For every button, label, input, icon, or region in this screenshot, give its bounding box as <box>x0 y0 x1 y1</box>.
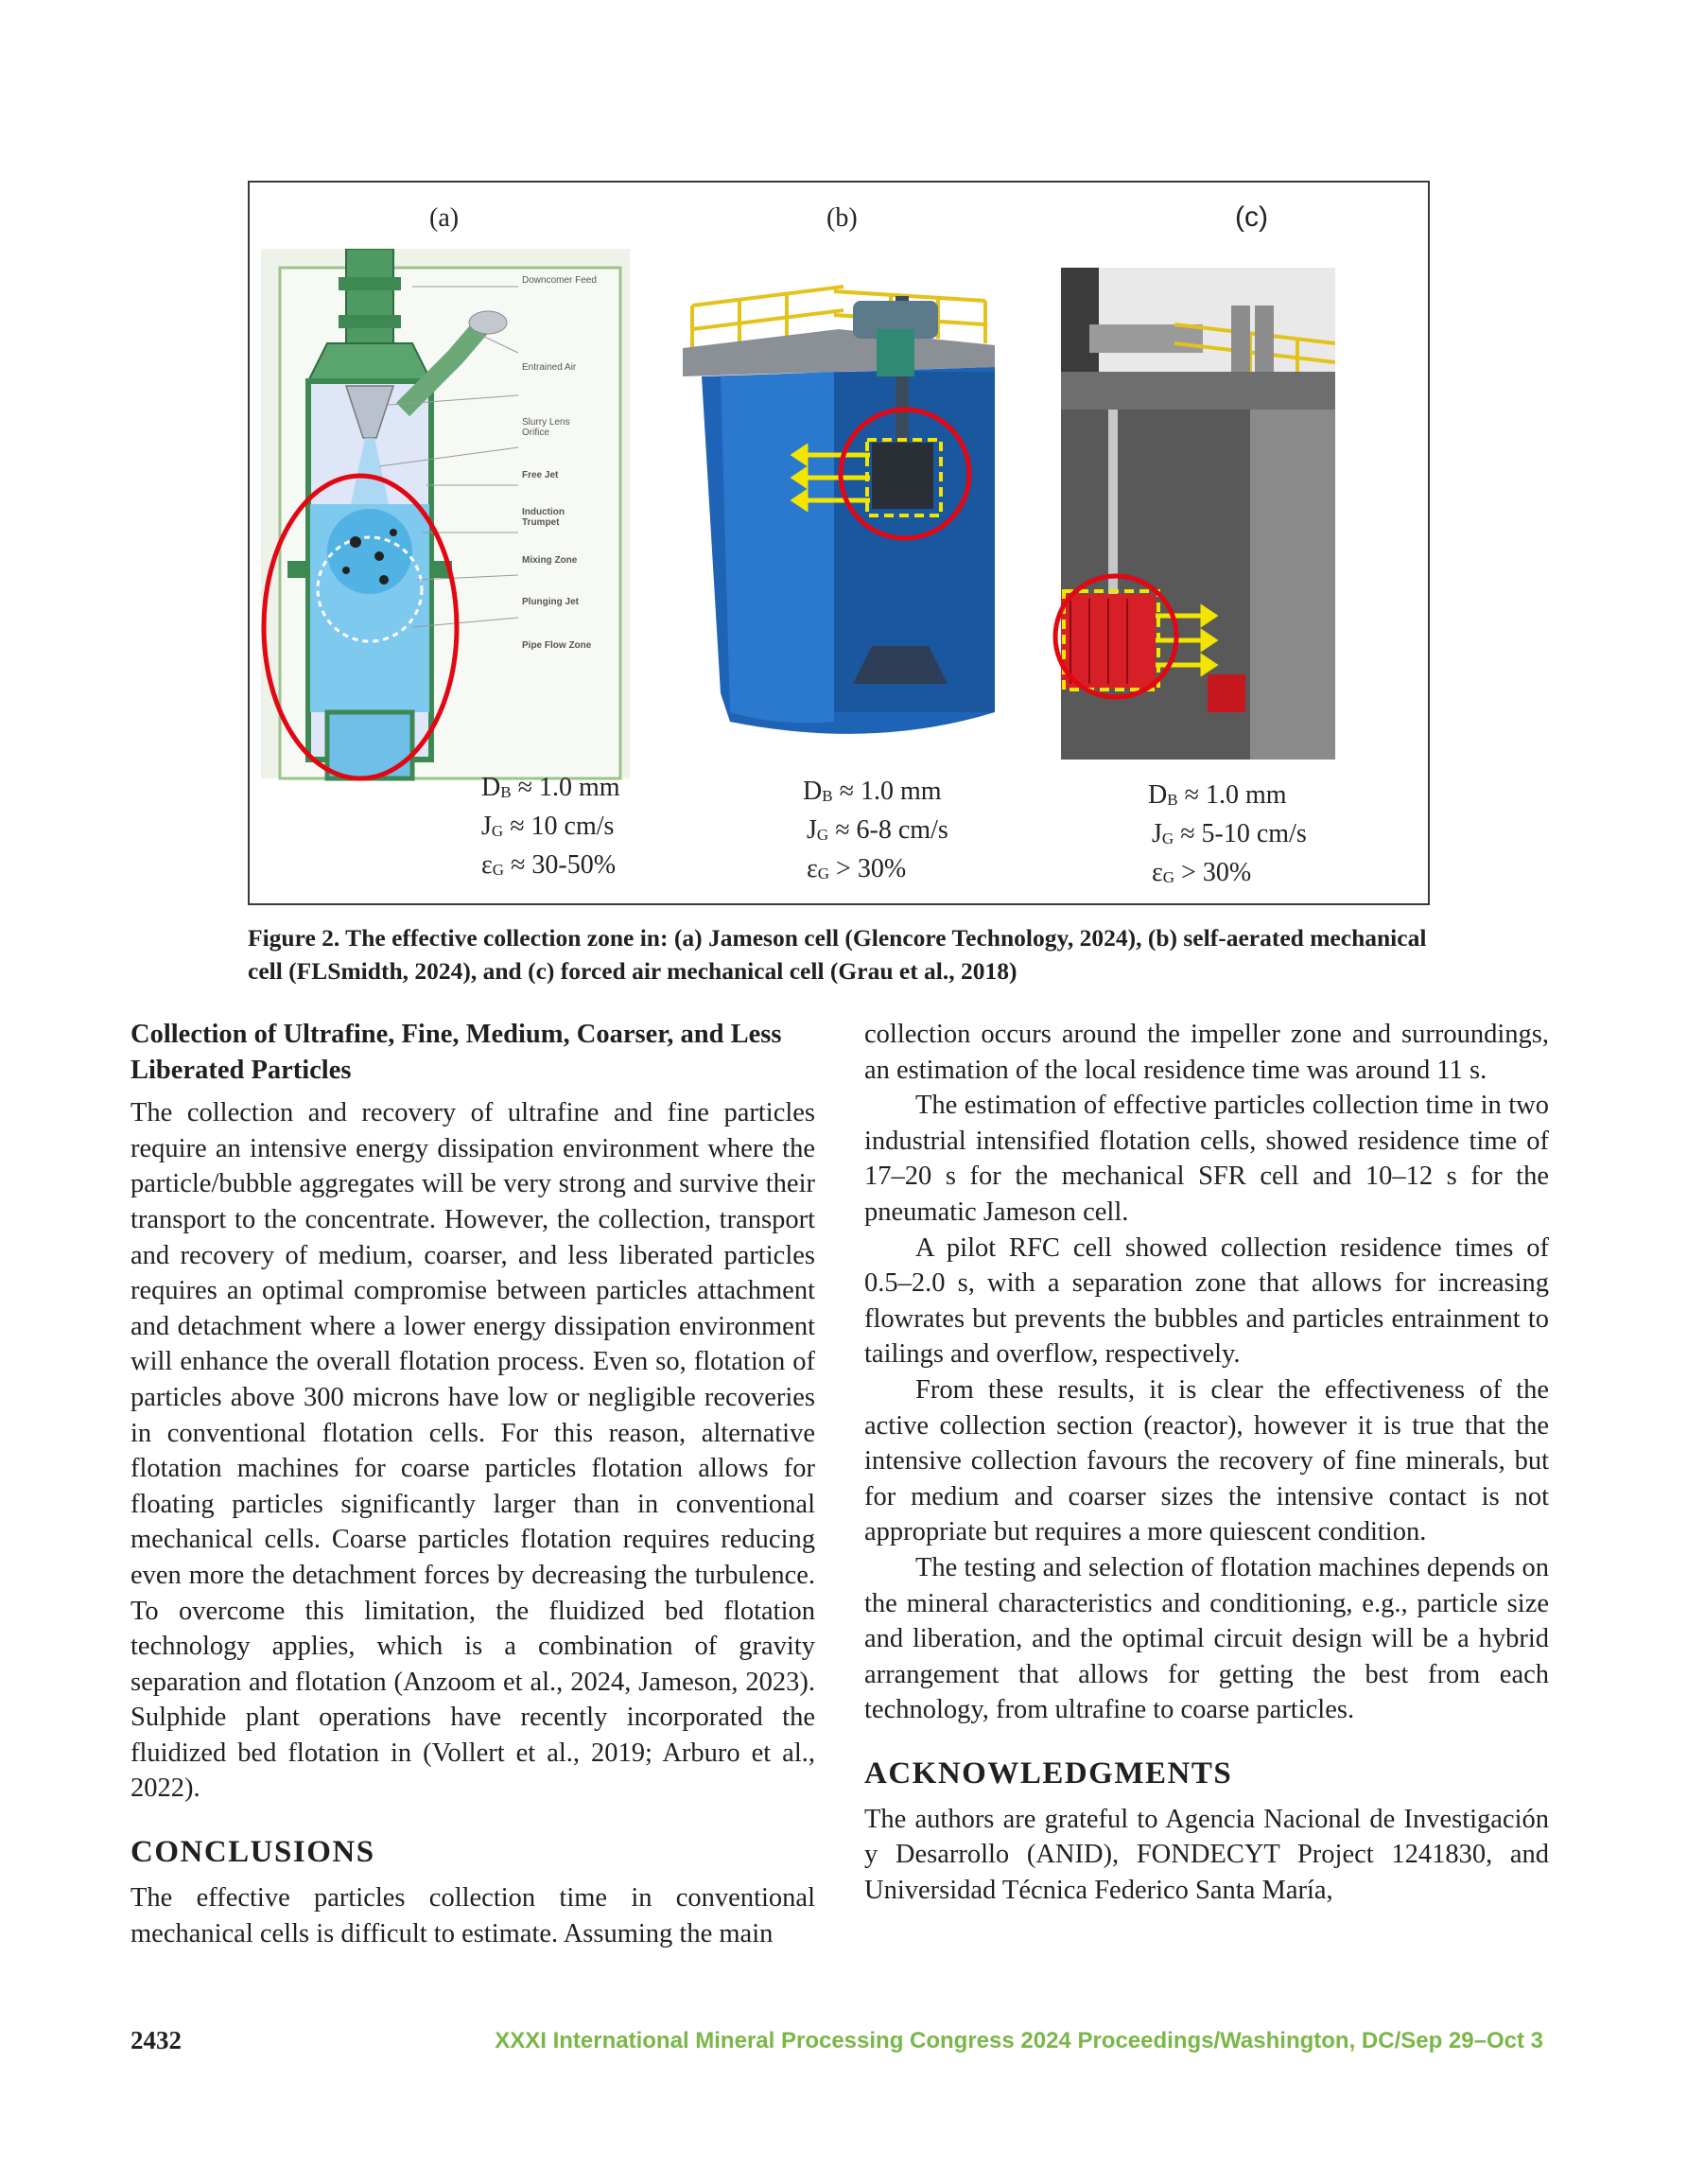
paragraph: The collection and recovery of ultrafine and fine particles require an intensive energy dissipation environment where the particle/bubble aggregates will be very strong and survive their transport to the concentrate. However, the collection, transport and recovery of medium, coarser, and less liberated particles requires an optimal compromise between particles attachment and detachment where a lower energy dissipation environment will enhance the overall flotation process. Even so, flotation of particles above 300 microns have low or negligible recoveries in conventional flotation cells. For this reason, alternative flotation machines for coarse particles flotation allows for floating particles significantly larger than in conventional mechanical cells. Coarse particles flotation requires reducing even more the detachment forces by decreasing the turbulence. To overcome this limitation, the fluidized bed flotation technology applies, which is a combination of gravity separation and flotation (Anzoom et al., 2024, Jameson, 2023). Sulphide plant operations have recently incorporated the fluidized bed flotation in (Vollert et al., 2019; Arburo et al., 2022). <box>130 1098 815 1804</box>
conclusions-heading: CONCLUSIONS <box>130 1835 375 1870</box>
self-aerated-cell-diagram <box>683 277 995 750</box>
paragraph: The authors are grateful to Agencia Nacional de Investigación y Desarrollo (ANID), FONDECYT Project 1241830, and Universidad Técnica Federico Santa María, <box>864 1804 1549 1906</box>
paragraph: From these results, it is clear the effectiveness of the active collection section (reactor), however it is true that the intensive collection favours the recovery of fine minerals, but for medium and coarser sizes the intensive contact is not appropriate but requires a more quiescent condition. <box>864 1374 1549 1547</box>
label-induction-trumpet: Induction Trumpet <box>522 507 565 528</box>
label-downcomer-feed: Downcomer Feed <box>522 275 597 286</box>
paragraph: The testing and selection of flotation machines depends on the mineral characteristics and conditioning, e.g., particle size and liberation, and the optimal circuit design will be a hybrid arrangement that allows for getting the best from each technology, from ultrafine to coarse particles. <box>864 1552 1549 1725</box>
panel-label-c: (c) <box>1235 201 1268 233</box>
figure-2 <box>248 181 1430 905</box>
panel-label-b: (b) <box>826 203 858 233</box>
panel-label-a: (a) <box>429 203 460 233</box>
params-b: $D_B \approx 1.0$ mm $J_G \approx 6-8$ cm/s $\varepsilon_G > 30\%$ <box>803 777 948 883</box>
acknowledgments-heading: ACKNOWLEDGMENTS <box>864 1756 1233 1791</box>
paragraph: A pilot RFC cell showed collection residence times of 0.5–2.0 s, with a separation zone that allows for increasing flowrates but prevents the bubbles and particles entrainment to tailings and overflow, respectively. <box>864 1232 1549 1370</box>
params-c: $D_B \approx 1.0$ mm $J_G \approx 5-10$ cm/s $\varepsilon_G > 30\%$ <box>1148 780 1307 887</box>
label-slurry-lens-orifice: Slurry Lens Orifice <box>522 417 570 438</box>
label-plunging-jet: Plunging Jet <box>522 597 579 607</box>
paragraph: The effective particles collection time in conventional mechanical cells is difficult to estimate. Assuming the main <box>130 1883 815 1948</box>
running-footer: XXXI International Mineral Processing Congress 2024 Proceedings/Washington, DC/Sep 29–Oct 3 <box>495 2028 1543 2053</box>
label-free-jet: Free Jet <box>522 470 559 480</box>
subsection-heading: Collection of Ultrafine, Fine, Medium, Coarser, and Less Liberated Particles <box>130 1020 782 1085</box>
left-column <box>130 1017 815 1951</box>
page-number: 2432 <box>130 2026 182 2054</box>
right-column <box>864 1017 1549 1909</box>
collection-zone-circle-c <box>1052 568 1203 720</box>
paragraph: The estimation of effective particles collection time in two industrial intensified flotation cells, showed residence time of 17–20 s for the mechanical SFR cell and 10–12 s for the pneumatic Jameson cell. <box>864 1091 1549 1227</box>
paragraph: collection occurs around the impeller zone and surroundings, an estimation of the local residence time was around 11 s. <box>864 1020 1549 1085</box>
label-pipe-flow-zone: Pipe Flow Zone <box>522 640 592 651</box>
figure-caption: Figure 2. The effective collection zone in: (a) Jameson cell (Glencore Technology, 2024), (b) self-aerated mechanical cell (FLSmidth, 2024), and (c) forced air mechanical cell (Grau et al., 2018) <box>248 924 1427 985</box>
params-a: $D_B \approx 1.0$ mm $J_G \approx 10$ cm/s $\varepsilon_G \approx 30-50\%$ <box>481 773 620 880</box>
label-mixing-zone: Mixing Zone <box>522 555 578 566</box>
label-entrained-air: Entrained Air <box>522 362 577 373</box>
